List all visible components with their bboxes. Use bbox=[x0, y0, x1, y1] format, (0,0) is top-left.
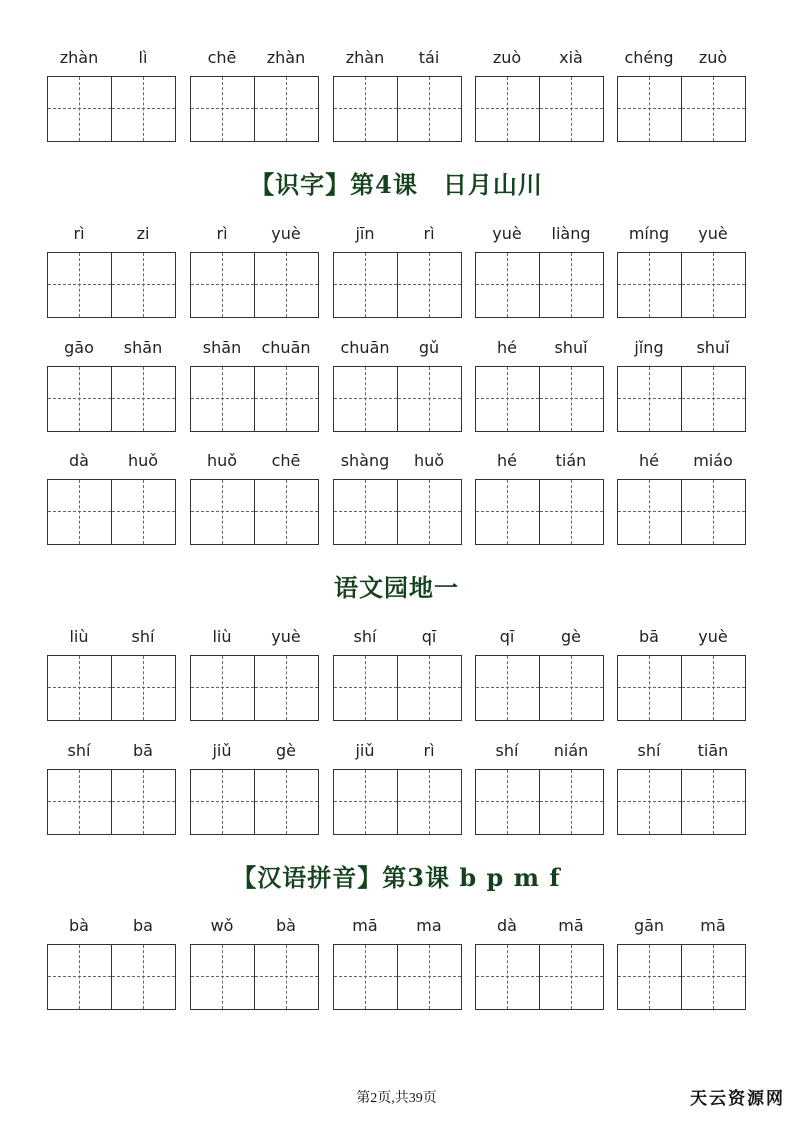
tianzige-cell[interactable] bbox=[255, 480, 318, 544]
tianzige-cell[interactable] bbox=[540, 77, 603, 141]
tianzige-cell[interactable] bbox=[618, 770, 682, 834]
guide-line-vertical bbox=[222, 656, 223, 720]
guide-line-vertical bbox=[649, 770, 650, 834]
pinyin-label: tián bbox=[555, 451, 587, 470]
word-writing-box[interactable] bbox=[190, 944, 319, 1010]
tianzige-cell[interactable] bbox=[48, 367, 112, 431]
word-writing-box[interactable] bbox=[47, 769, 176, 835]
word-writing-box[interactable] bbox=[617, 655, 746, 721]
guide-line-vertical bbox=[143, 77, 144, 141]
word-writing-box[interactable] bbox=[475, 655, 604, 721]
pinyin-label: bā bbox=[639, 627, 659, 646]
guide-line-vertical bbox=[429, 480, 430, 544]
guide-line-vertical bbox=[286, 770, 287, 834]
tianzige-cell[interactable] bbox=[112, 253, 175, 317]
tianzige-cell[interactable] bbox=[682, 656, 745, 720]
tianzige-grid-row bbox=[0, 479, 793, 545]
guide-line-vertical bbox=[222, 945, 223, 1009]
pinyin-label: shān bbox=[202, 338, 242, 357]
tianzige-cell[interactable] bbox=[682, 945, 745, 1009]
pinyin-label: bā bbox=[133, 741, 153, 760]
guide-line-vertical bbox=[222, 770, 223, 834]
tianzige-grid-row bbox=[0, 769, 793, 835]
guide-line-vertical bbox=[649, 480, 650, 544]
pinyin-label: rì bbox=[423, 224, 435, 243]
tianzige-cell[interactable] bbox=[476, 77, 540, 141]
tianzige-cell[interactable] bbox=[191, 770, 255, 834]
tianzige-cell[interactable] bbox=[540, 656, 603, 720]
pinyin-label: shān bbox=[123, 338, 163, 357]
guide-line-vertical bbox=[713, 253, 714, 317]
pinyin-row bbox=[0, 47, 793, 69]
pinyin-label: wǒ bbox=[210, 916, 234, 935]
pinyin-label: hé bbox=[497, 451, 517, 470]
word-writing-box[interactable] bbox=[617, 76, 746, 142]
word-writing-box[interactable] bbox=[333, 655, 462, 721]
tianzige-cell[interactable] bbox=[540, 770, 603, 834]
guide-line-vertical bbox=[507, 770, 508, 834]
pinyin-label: dà bbox=[497, 916, 517, 935]
tianzige-cell[interactable] bbox=[334, 770, 398, 834]
guide-line-vertical bbox=[222, 77, 223, 141]
guide-line-vertical bbox=[713, 77, 714, 141]
guide-line-vertical bbox=[222, 367, 223, 431]
guide-line-vertical bbox=[571, 656, 572, 720]
tianzige-cell[interactable] bbox=[255, 367, 318, 431]
tianzige-cell[interactable] bbox=[48, 656, 112, 720]
tianzige-grid-row bbox=[0, 944, 793, 1010]
pinyin-label: liàng bbox=[551, 224, 591, 243]
pinyin-row bbox=[0, 337, 793, 359]
tianzige-cell[interactable] bbox=[618, 77, 682, 141]
guide-line-vertical bbox=[649, 77, 650, 141]
tianzige-cell[interactable] bbox=[255, 656, 318, 720]
tianzige-cell[interactable] bbox=[476, 480, 540, 544]
pinyin-label: gān bbox=[633, 916, 665, 935]
guide-line-vertical bbox=[713, 480, 714, 544]
pinyin-row bbox=[0, 740, 793, 762]
tianzige-cell[interactable] bbox=[398, 770, 461, 834]
pinyin-label: chuān bbox=[340, 338, 390, 357]
word-writing-box[interactable] bbox=[475, 366, 604, 432]
tianzige-cell[interactable] bbox=[255, 770, 318, 834]
word-writing-box[interactable] bbox=[617, 366, 746, 432]
guide-line-vertical bbox=[222, 253, 223, 317]
pinyin-label: mā bbox=[558, 916, 584, 935]
tianzige-cell[interactable] bbox=[48, 253, 112, 317]
word-writing-box[interactable] bbox=[333, 944, 462, 1010]
tianzige-cell[interactable] bbox=[48, 770, 112, 834]
guide-line-vertical bbox=[713, 656, 714, 720]
tianzige-cell[interactable] bbox=[476, 367, 540, 431]
word-writing-box[interactable] bbox=[190, 769, 319, 835]
guide-line-vertical bbox=[429, 945, 430, 1009]
tianzige-cell[interactable] bbox=[112, 77, 175, 141]
guide-line-vertical bbox=[365, 945, 366, 1009]
guide-line-vertical bbox=[143, 480, 144, 544]
section-heading: 【识字】第4课 日月山川 bbox=[250, 170, 543, 199]
guide-line-vertical bbox=[571, 945, 572, 1009]
tianzige-cell[interactable] bbox=[476, 253, 540, 317]
pinyin-row bbox=[0, 915, 793, 937]
guide-line-vertical bbox=[79, 770, 80, 834]
tianzige-cell[interactable] bbox=[540, 253, 603, 317]
tianzige-cell[interactable] bbox=[682, 77, 745, 141]
tianzige-cell[interactable] bbox=[334, 367, 398, 431]
pinyin-label: chuān bbox=[261, 338, 311, 357]
pinyin-row bbox=[0, 626, 793, 648]
pinyin-label: yuè bbox=[492, 224, 522, 243]
pinyin-label: yuè bbox=[698, 627, 728, 646]
pinyin-label: gāo bbox=[64, 338, 94, 357]
pinyin-label: tiān bbox=[697, 741, 729, 760]
pinyin-label: bà bbox=[276, 916, 296, 935]
pinyin-label: chē bbox=[271, 451, 301, 470]
section-heading: 【汉语拼音】第3课 b p m f bbox=[232, 863, 561, 892]
tianzige-cell[interactable] bbox=[682, 367, 745, 431]
tianzige-grid-row bbox=[0, 655, 793, 721]
guide-line-vertical bbox=[571, 480, 572, 544]
guide-line-vertical bbox=[79, 253, 80, 317]
tianzige-grid-row bbox=[0, 252, 793, 318]
pinyin-label: huǒ bbox=[206, 451, 238, 470]
guide-line-vertical bbox=[286, 367, 287, 431]
word-writing-box[interactable] bbox=[333, 252, 462, 318]
word-writing-box[interactable] bbox=[190, 655, 319, 721]
pinyin-label: zhàn bbox=[266, 48, 306, 67]
guide-line-vertical bbox=[143, 770, 144, 834]
pinyin-label: huǒ bbox=[413, 451, 445, 470]
word-writing-box[interactable] bbox=[190, 366, 319, 432]
tianzige-cell[interactable] bbox=[398, 480, 461, 544]
tianzige-cell[interactable] bbox=[476, 770, 540, 834]
tianzige-cell[interactable] bbox=[255, 253, 318, 317]
pinyin-label: liù bbox=[69, 627, 89, 646]
word-writing-box[interactable] bbox=[617, 479, 746, 545]
word-writing-box[interactable] bbox=[333, 366, 462, 432]
guide-line-vertical bbox=[429, 656, 430, 720]
guide-line-vertical bbox=[79, 656, 80, 720]
pinyin-label: huǒ bbox=[127, 451, 159, 470]
guide-line-vertical bbox=[365, 656, 366, 720]
tianzige-cell[interactable] bbox=[334, 77, 398, 141]
pinyin-label: jīn bbox=[355, 224, 375, 243]
pinyin-label: zuò bbox=[492, 48, 522, 67]
guide-line-vertical bbox=[507, 77, 508, 141]
guide-line-vertical bbox=[143, 656, 144, 720]
pinyin-label: hé bbox=[639, 451, 659, 470]
guide-line-vertical bbox=[713, 945, 714, 1009]
tianzige-cell[interactable] bbox=[112, 945, 175, 1009]
pinyin-label: liù bbox=[212, 627, 232, 646]
pinyin-label: yuè bbox=[271, 224, 301, 243]
guide-line-vertical bbox=[713, 367, 714, 431]
tianzige-cell[interactable] bbox=[255, 945, 318, 1009]
pinyin-row bbox=[0, 450, 793, 472]
guide-line-vertical bbox=[365, 480, 366, 544]
pinyin-label: gǔ bbox=[418, 338, 440, 357]
guide-line-vertical bbox=[507, 480, 508, 544]
pinyin-label: bà bbox=[69, 916, 89, 935]
pinyin-label: gè bbox=[276, 741, 296, 760]
tianzige-cell[interactable] bbox=[112, 480, 175, 544]
pinyin-label: shí bbox=[495, 741, 519, 760]
tianzige-cell[interactable] bbox=[618, 253, 682, 317]
word-writing-box[interactable] bbox=[190, 479, 319, 545]
pinyin-label: mā bbox=[700, 916, 726, 935]
tianzige-cell[interactable] bbox=[540, 367, 603, 431]
tianzige-cell[interactable] bbox=[398, 367, 461, 431]
pinyin-label: dà bbox=[69, 451, 89, 470]
guide-line-vertical bbox=[713, 770, 714, 834]
guide-line-vertical bbox=[649, 945, 650, 1009]
pinyin-label: yuè bbox=[698, 224, 728, 243]
pinyin-label: chē bbox=[207, 48, 237, 67]
pinyin-label: shuǐ bbox=[696, 338, 730, 357]
tianzige-cell[interactable] bbox=[191, 253, 255, 317]
tianzige-cell[interactable] bbox=[398, 656, 461, 720]
tianzige-cell[interactable] bbox=[112, 770, 175, 834]
guide-line-vertical bbox=[143, 945, 144, 1009]
guide-line-vertical bbox=[143, 367, 144, 431]
tianzige-cell[interactable] bbox=[476, 945, 540, 1009]
pinyin-label: chéng bbox=[624, 48, 674, 67]
guide-line-vertical bbox=[429, 77, 430, 141]
tianzige-cell[interactable] bbox=[618, 945, 682, 1009]
word-writing-box[interactable] bbox=[47, 655, 176, 721]
guide-line-vertical bbox=[365, 77, 366, 141]
guide-line-vertical bbox=[286, 77, 287, 141]
guide-line-vertical bbox=[649, 253, 650, 317]
pinyin-label: rì bbox=[423, 741, 435, 760]
guide-line-vertical bbox=[286, 253, 287, 317]
tianzige-cell[interactable] bbox=[191, 480, 255, 544]
guide-line-vertical bbox=[507, 656, 508, 720]
tianzige-cell[interactable] bbox=[398, 945, 461, 1009]
pinyin-label: shí bbox=[353, 627, 377, 646]
pinyin-label: miáo bbox=[693, 451, 733, 470]
tianzige-cell[interactable] bbox=[334, 480, 398, 544]
tianzige-cell[interactable] bbox=[112, 367, 175, 431]
word-writing-box[interactable] bbox=[333, 479, 462, 545]
word-writing-box[interactable] bbox=[333, 76, 462, 142]
pinyin-label: rì bbox=[73, 224, 85, 243]
word-writing-box[interactable] bbox=[617, 944, 746, 1010]
word-writing-box[interactable] bbox=[47, 76, 176, 142]
pinyin-label: tái bbox=[418, 48, 440, 67]
tianzige-cell[interactable] bbox=[682, 253, 745, 317]
tianzige-cell[interactable] bbox=[191, 367, 255, 431]
tianzige-cell[interactable] bbox=[112, 656, 175, 720]
guide-line-vertical bbox=[507, 253, 508, 317]
tianzige-cell[interactable] bbox=[191, 656, 255, 720]
word-writing-box[interactable] bbox=[475, 76, 604, 142]
tianzige-grid-row bbox=[0, 366, 793, 432]
guide-line-vertical bbox=[79, 945, 80, 1009]
pinyin-label: shí bbox=[637, 741, 661, 760]
tianzige-cell[interactable] bbox=[191, 945, 255, 1009]
word-writing-box[interactable] bbox=[475, 479, 604, 545]
guide-line-vertical bbox=[649, 367, 650, 431]
guide-line-vertical bbox=[571, 770, 572, 834]
tianzige-cell[interactable] bbox=[618, 656, 682, 720]
word-writing-box[interactable] bbox=[190, 252, 319, 318]
watermark-logo: 天云资源网 bbox=[690, 1089, 785, 1109]
guide-line-vertical bbox=[429, 770, 430, 834]
pinyin-label: shuǐ bbox=[554, 338, 588, 357]
tianzige-cell[interactable] bbox=[48, 480, 112, 544]
pinyin-label: shí bbox=[67, 741, 91, 760]
guide-line-vertical bbox=[79, 367, 80, 431]
word-writing-box[interactable] bbox=[47, 252, 176, 318]
pinyin-label: yuè bbox=[271, 627, 301, 646]
guide-line-vertical bbox=[649, 656, 650, 720]
tianzige-cell[interactable] bbox=[476, 656, 540, 720]
pinyin-label: hé bbox=[497, 338, 517, 357]
tianzige-cell[interactable] bbox=[398, 77, 461, 141]
tianzige-cell[interactable] bbox=[682, 480, 745, 544]
guide-line-vertical bbox=[143, 253, 144, 317]
pinyin-label: shí bbox=[131, 627, 155, 646]
guide-line-vertical bbox=[507, 945, 508, 1009]
word-writing-box[interactable] bbox=[47, 366, 176, 432]
word-writing-box[interactable] bbox=[333, 769, 462, 835]
word-writing-box[interactable] bbox=[475, 944, 604, 1010]
word-writing-box[interactable] bbox=[617, 769, 746, 835]
pinyin-label: zuò bbox=[698, 48, 728, 67]
tianzige-cell[interactable] bbox=[540, 480, 603, 544]
word-writing-box[interactable] bbox=[190, 76, 319, 142]
guide-line-vertical bbox=[79, 480, 80, 544]
page-footer: 第2页,共39页 bbox=[356, 1091, 437, 1106]
tianzige-cell[interactable] bbox=[255, 77, 318, 141]
tianzige-cell[interactable] bbox=[682, 770, 745, 834]
word-writing-box[interactable] bbox=[617, 252, 746, 318]
tianzige-cell[interactable] bbox=[398, 253, 461, 317]
tianzige-cell[interactable] bbox=[334, 253, 398, 317]
guide-line-vertical bbox=[286, 945, 287, 1009]
tianzige-grid-row bbox=[0, 76, 793, 142]
pinyin-label: mā bbox=[352, 916, 378, 935]
pinyin-label: rì bbox=[216, 224, 228, 243]
tianzige-cell[interactable] bbox=[618, 480, 682, 544]
pinyin-label: shàng bbox=[340, 451, 390, 470]
pinyin-label: jiǔ bbox=[355, 741, 375, 760]
guide-line-vertical bbox=[222, 480, 223, 544]
guide-line-vertical bbox=[571, 77, 572, 141]
pinyin-label: jǐng bbox=[634, 338, 664, 357]
guide-line-vertical bbox=[429, 367, 430, 431]
guide-line-vertical bbox=[507, 367, 508, 431]
pinyin-label: nián bbox=[553, 741, 589, 760]
tianzige-cell[interactable] bbox=[334, 945, 398, 1009]
pinyin-label: zi bbox=[136, 224, 150, 243]
tianzige-cell[interactable] bbox=[48, 945, 112, 1009]
pinyin-label: ma bbox=[416, 916, 442, 935]
tianzige-cell[interactable] bbox=[618, 367, 682, 431]
tianzige-cell[interactable] bbox=[191, 77, 255, 141]
guide-line-vertical bbox=[571, 367, 572, 431]
word-writing-box[interactable] bbox=[475, 769, 604, 835]
pinyin-label: qī bbox=[421, 627, 437, 646]
tianzige-cell[interactable] bbox=[540, 945, 603, 1009]
pinyin-label: míng bbox=[628, 224, 670, 243]
pinyin-label: gè bbox=[561, 627, 581, 646]
tianzige-cell[interactable] bbox=[334, 656, 398, 720]
guide-line-vertical bbox=[365, 770, 366, 834]
guide-line-vertical bbox=[79, 77, 80, 141]
word-writing-box[interactable] bbox=[47, 944, 176, 1010]
section-heading: 语文园地一 bbox=[334, 573, 459, 602]
guide-line-vertical bbox=[571, 253, 572, 317]
tianzige-cell[interactable] bbox=[48, 77, 112, 141]
pinyin-label: zhàn bbox=[345, 48, 385, 67]
pinyin-label: xià bbox=[559, 48, 583, 67]
pinyin-label: qī bbox=[499, 627, 515, 646]
pinyin-label: lì bbox=[138, 48, 148, 67]
pinyin-label: ba bbox=[133, 916, 153, 935]
guide-line-vertical bbox=[429, 253, 430, 317]
word-writing-box[interactable] bbox=[47, 479, 176, 545]
guide-line-vertical bbox=[365, 253, 366, 317]
guide-line-vertical bbox=[286, 656, 287, 720]
pinyin-label: jiǔ bbox=[212, 741, 232, 760]
guide-line-vertical bbox=[365, 367, 366, 431]
pinyin-label: zhàn bbox=[59, 48, 99, 67]
guide-line-vertical bbox=[286, 480, 287, 544]
pinyin-row bbox=[0, 223, 793, 245]
word-writing-box[interactable] bbox=[475, 252, 604, 318]
